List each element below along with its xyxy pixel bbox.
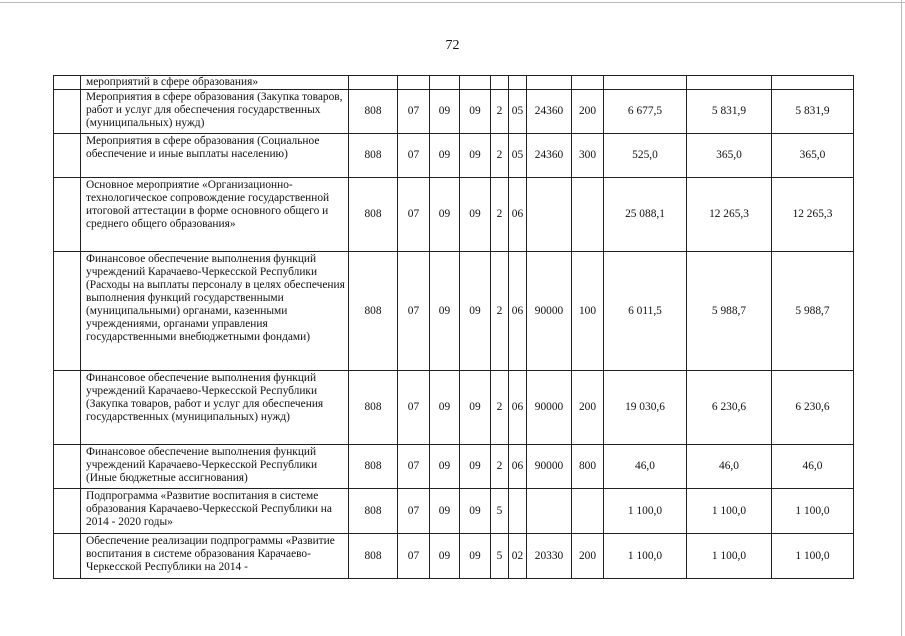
cell-sum-1: 1 100,0 [604, 534, 687, 579]
cell-sum-3: 6 230,6 [772, 371, 854, 445]
cell-vr [572, 76, 604, 90]
cell-sum-2: 46,0 [687, 445, 772, 489]
cell-sum-2: 1 100,0 [687, 534, 772, 579]
cell-csr-4 [527, 76, 572, 90]
cell-vr: 200 [572, 371, 604, 445]
cell-sum-1: 525,0 [604, 134, 687, 178]
cell-sum-2: 365,0 [687, 134, 772, 178]
cell-csr-3 [509, 489, 527, 534]
cell-rz: 07 [398, 534, 430, 579]
cell-ved: 808 [349, 252, 398, 371]
cell-rz: 07 [398, 489, 430, 534]
table-row [54, 534, 854, 579]
cell-csr-1: 09 [460, 489, 491, 534]
cell-csr-3: 05 [509, 134, 527, 178]
cell-csr-4: 90000 [527, 371, 572, 445]
cell-csr-3: 06 [509, 445, 527, 489]
row-name: Мероприятия в сфере образования (Социальное обеспечение и иные выплаты населению) [81, 134, 349, 178]
cell-sum-2 [687, 76, 772, 90]
cell-sum-1: 25 088,1 [604, 178, 687, 252]
cell-csr-4 [527, 178, 572, 252]
row-index-cell [54, 534, 81, 579]
row-name: Мероприятия в сфере образования (Закупка товаров, работ и услуг для обеспечения государственных (муниципальных) нужд) [81, 90, 349, 134]
table-row [54, 90, 854, 134]
cell-vr [572, 489, 604, 534]
cell-csr-4 [527, 489, 572, 534]
cell-rz: 07 [398, 445, 430, 489]
cell-csr-3 [509, 76, 527, 90]
cell-vr: 200 [572, 534, 604, 579]
cell-pr: 09 [430, 445, 460, 489]
cell-pr: 09 [430, 134, 460, 178]
row-index-cell [54, 90, 81, 134]
cell-csr-1: 09 [460, 252, 491, 371]
cell-vr [572, 178, 604, 252]
row-name: Финансовое обеспечение выполнения функций учреждений Карачаево-Черкесской Республики (Иные бюджетные ассигнования) [81, 445, 349, 489]
table-row [54, 252, 854, 371]
row-index-cell [54, 178, 81, 252]
cell-sum-1: 6 011,5 [604, 252, 687, 371]
cell-sum-3: 5 988,7 [772, 252, 854, 371]
cell-csr-1: 09 [460, 534, 491, 579]
row-index-cell [54, 445, 81, 489]
scan-edge-right [901, 0, 902, 636]
cell-csr-2 [491, 76, 509, 90]
cell-csr-4: 90000 [527, 252, 572, 371]
row-index-cell [54, 252, 81, 371]
cell-rz [398, 76, 430, 90]
cell-pr [430, 76, 460, 90]
cell-pr: 09 [430, 371, 460, 445]
row-name: Финансовое обеспечение выполнения функций учреждений Карачаево-Черкесской Республики (Закупка товаров, работ и услуг для обеспечения государственных (муниципальных) нужд) [81, 371, 349, 445]
row-index-cell [54, 134, 81, 178]
cell-csr-2: 2 [491, 178, 509, 252]
row-name: Основное мероприятие «Организационно-технологическое сопровождение государственной итоговой аттестации в форме основного общего и среднего общего образования» [81, 178, 349, 252]
table-row [54, 489, 854, 534]
cell-sum-1: 46,0 [604, 445, 687, 489]
cell-csr-1: 09 [460, 445, 491, 489]
cell-csr-2: 2 [491, 90, 509, 134]
cell-vr: 200 [572, 90, 604, 134]
cell-sum-2: 5 831,9 [687, 90, 772, 134]
cell-rz: 07 [398, 90, 430, 134]
table-row [54, 76, 854, 90]
cell-sum-1 [604, 76, 687, 90]
cell-csr-4: 20330 [527, 534, 572, 579]
cell-sum-2: 5 988,7 [687, 252, 772, 371]
cell-csr-3: 05 [509, 90, 527, 134]
row-index-cell [54, 76, 81, 90]
row-index-cell [54, 489, 81, 534]
cell-csr-2: 2 [491, 252, 509, 371]
cell-vr: 100 [572, 252, 604, 371]
cell-pr: 09 [430, 90, 460, 134]
cell-vr: 300 [572, 134, 604, 178]
cell-sum-3: 46,0 [772, 445, 854, 489]
cell-sum-2: 6 230,6 [687, 371, 772, 445]
cell-csr-2: 2 [491, 371, 509, 445]
cell-sum-1: 6 677,5 [604, 90, 687, 134]
cell-vr: 800 [572, 445, 604, 489]
cell-csr-2: 5 [491, 534, 509, 579]
cell-rz: 07 [398, 252, 430, 371]
cell-sum-1: 19 030,6 [604, 371, 687, 445]
cell-ved: 808 [349, 371, 398, 445]
cell-ved: 808 [349, 178, 398, 252]
cell-sum-1: 1 100,0 [604, 489, 687, 534]
scan-edge-top [0, 2, 905, 3]
table-row [54, 178, 854, 252]
cell-pr: 09 [430, 534, 460, 579]
cell-csr-3: 02 [509, 534, 527, 579]
cell-rz: 07 [398, 134, 430, 178]
cell-ved: 808 [349, 489, 398, 534]
cell-sum-2: 12 265,3 [687, 178, 772, 252]
cell-csr-1: 09 [460, 134, 491, 178]
cell-sum-3: 12 265,3 [772, 178, 854, 252]
row-index-cell [54, 371, 81, 445]
table-row [54, 445, 854, 489]
table-row [54, 371, 854, 445]
cell-csr-2: 2 [491, 445, 509, 489]
cell-sum-3: 5 831,9 [772, 90, 854, 134]
cell-csr-1: 09 [460, 371, 491, 445]
cell-rz: 07 [398, 371, 430, 445]
cell-csr-4: 24360 [527, 134, 572, 178]
page-number: 72 [445, 38, 460, 53]
cell-pr: 09 [430, 252, 460, 371]
cell-csr-1: 09 [460, 90, 491, 134]
cell-csr-1 [460, 76, 491, 90]
cell-csr-4: 90000 [527, 445, 572, 489]
cell-ved: 808 [349, 445, 398, 489]
cell-csr-1: 09 [460, 178, 491, 252]
cell-rz: 07 [398, 178, 430, 252]
cell-sum-3 [772, 76, 854, 90]
cell-ved [349, 76, 398, 90]
cell-sum-2: 1 100,0 [687, 489, 772, 534]
cell-sum-3: 1 100,0 [772, 489, 854, 534]
row-name: Обеспечение реализации подпрограммы «Развитие воспитания в системе образования Карачаево-Черкесской Республики на 2014 - [81, 534, 349, 579]
cell-ved: 808 [349, 90, 398, 134]
cell-csr-2: 2 [491, 134, 509, 178]
row-name: Подпрограмма «Развитие воспитания в системе образования Карачаево-Черкесской Республики на 2014 - 2020 годы» [81, 489, 349, 534]
cell-csr-3: 06 [509, 371, 527, 445]
cell-pr: 09 [430, 489, 460, 534]
cell-ved: 808 [349, 134, 398, 178]
row-name: Финансовое обеспечение выполнения функций учреждений Карачаево-Черкесской Республики (Расходы на выплаты персоналу в целях обеспечения выполнения функций государственными (муниципальными) органами, казенными учреждениями, органами управления государственными внебюджетными фондами) [81, 252, 349, 371]
budget-table [53, 75, 854, 579]
cell-csr-3: 06 [509, 178, 527, 252]
cell-pr: 09 [430, 178, 460, 252]
cell-csr-4: 24360 [527, 90, 572, 134]
cell-csr-3: 06 [509, 252, 527, 371]
cell-sum-3: 1 100,0 [772, 534, 854, 579]
cell-csr-2: 5 [491, 489, 509, 534]
cell-sum-3: 365,0 [772, 134, 854, 178]
cell-ved: 808 [349, 534, 398, 579]
table-row [54, 134, 854, 178]
row-name: мероприятий в сфере образования» [81, 76, 349, 90]
